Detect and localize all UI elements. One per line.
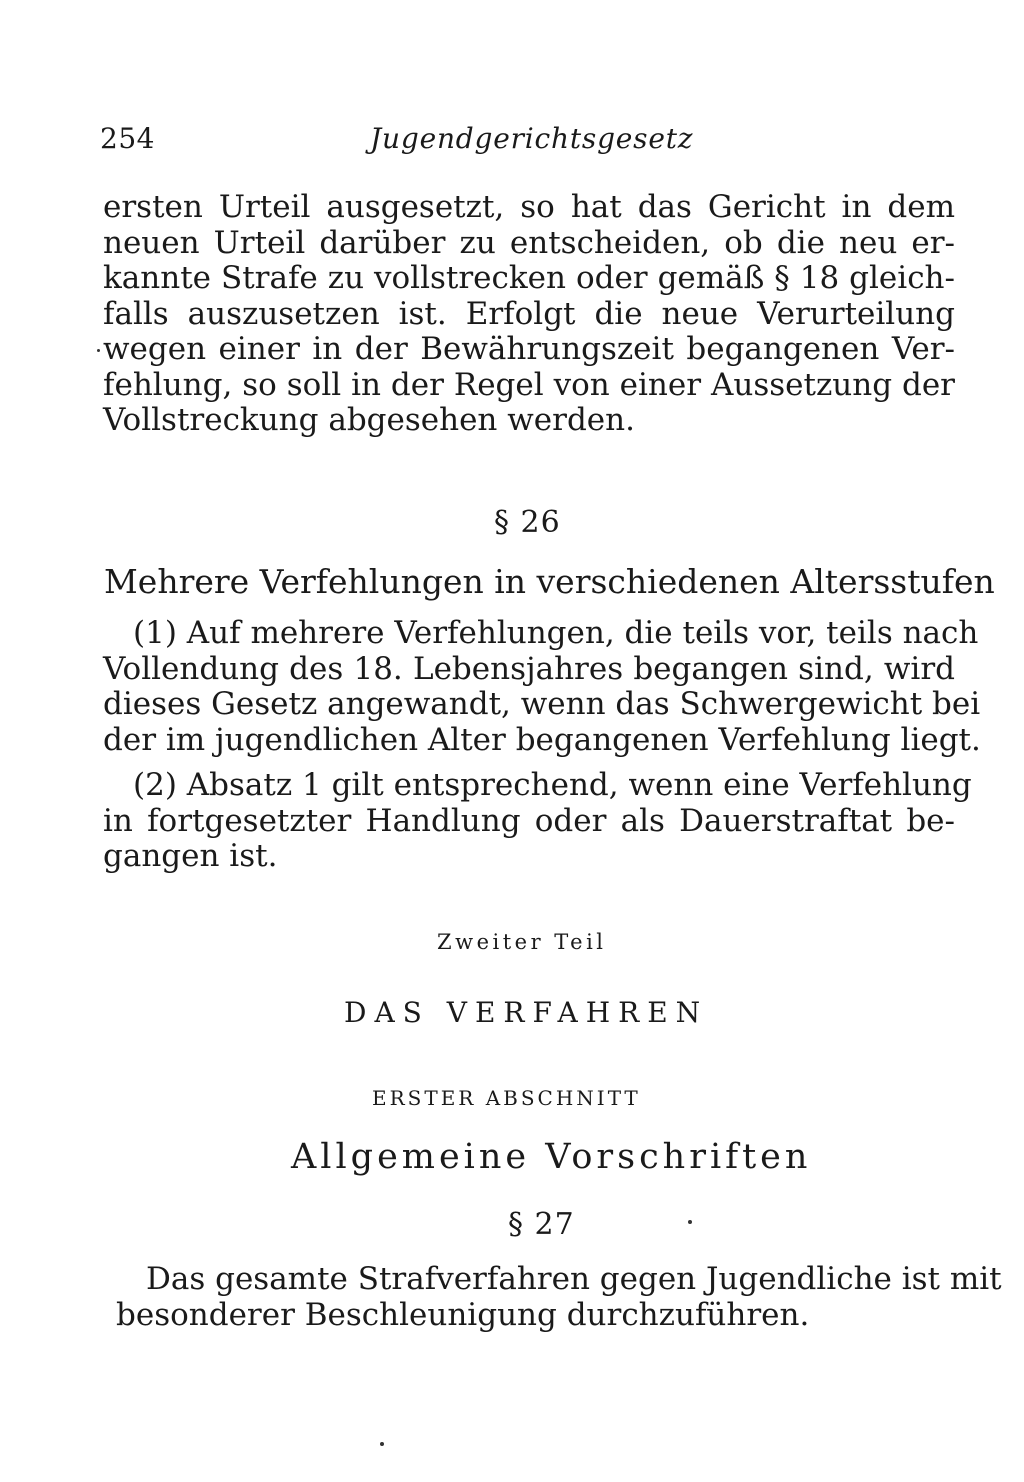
text-line: der im jugendlichen Alter begangenen Verfehlung liegt. — [103, 721, 981, 758]
text-line: besonderer Beschleunigung durchzuführen. — [116, 1296, 810, 1333]
continuation-paragraph — [103, 190, 955, 439]
running-title: Jugendgerichtsgesetz — [370, 122, 694, 155]
text-line: neuen Urteil darüber zu entscheiden, ob die neu er- — [103, 224, 955, 261]
text-line: in fortgesetzter Handlung oder als Dauerstraftat be- — [103, 802, 955, 839]
text-line: Das gesamte Strafverfahren gegen Jugendliche ist mit — [146, 1261, 1002, 1297]
text-line: Vollendung des 18. Lebensjahres begangen sind, wird — [103, 650, 955, 687]
text-line: (1) Auf mehrere Verfehlungen, die teils vor, teils nach — [133, 615, 979, 651]
text-line: gangen ist. — [103, 838, 278, 874]
print-speck — [688, 1220, 692, 1224]
page-number: 254 — [100, 122, 155, 155]
division-title: Allgemeine Vorschriften — [291, 1137, 812, 1177]
print-speck — [380, 1442, 384, 1446]
text-line: fehlung, so soll in der Regel von einer Aussetzung der — [103, 366, 955, 403]
page-header — [100, 122, 960, 162]
section-26-paragraph-1 — [103, 615, 981, 758]
text-line: falls auszusetzen ist. Erfolgt die neue Verurteilung — [103, 295, 955, 332]
division-label: ERSTER ABSCHNITT — [372, 1086, 641, 1110]
text-line: wegen einer in der Bewährungszeit begangenen Ver- — [103, 331, 955, 367]
text-line: kannte Strafe zu vollstrecken oder gemäß § 18 gleich- — [103, 260, 955, 296]
section-27-paragraph — [116, 1261, 1002, 1333]
section-26-paragraph-2 — [103, 767, 972, 875]
section-26-number: § 26 — [494, 505, 561, 540]
section-27-number: § 27 — [508, 1207, 575, 1242]
section-26-heading: Mehrere Verfehlungen in verschiedenen Altersstufen — [104, 562, 995, 601]
print-speck — [97, 349, 100, 352]
text-line: (2) Absatz 1 gilt entsprechend, wenn eine Verfehlung — [133, 767, 972, 803]
part-label: Zweiter Teil — [437, 930, 607, 954]
part-title: DAS VERFAHREN — [344, 996, 709, 1029]
text-line: Vollstreckung abgesehen werden. — [103, 402, 635, 438]
text-line: dieses Gesetz angewandt, wenn das Schwergewicht bei — [103, 686, 981, 722]
text-line: ersten Urteil ausgesetzt, so hat das Gericht in dem — [103, 189, 955, 225]
